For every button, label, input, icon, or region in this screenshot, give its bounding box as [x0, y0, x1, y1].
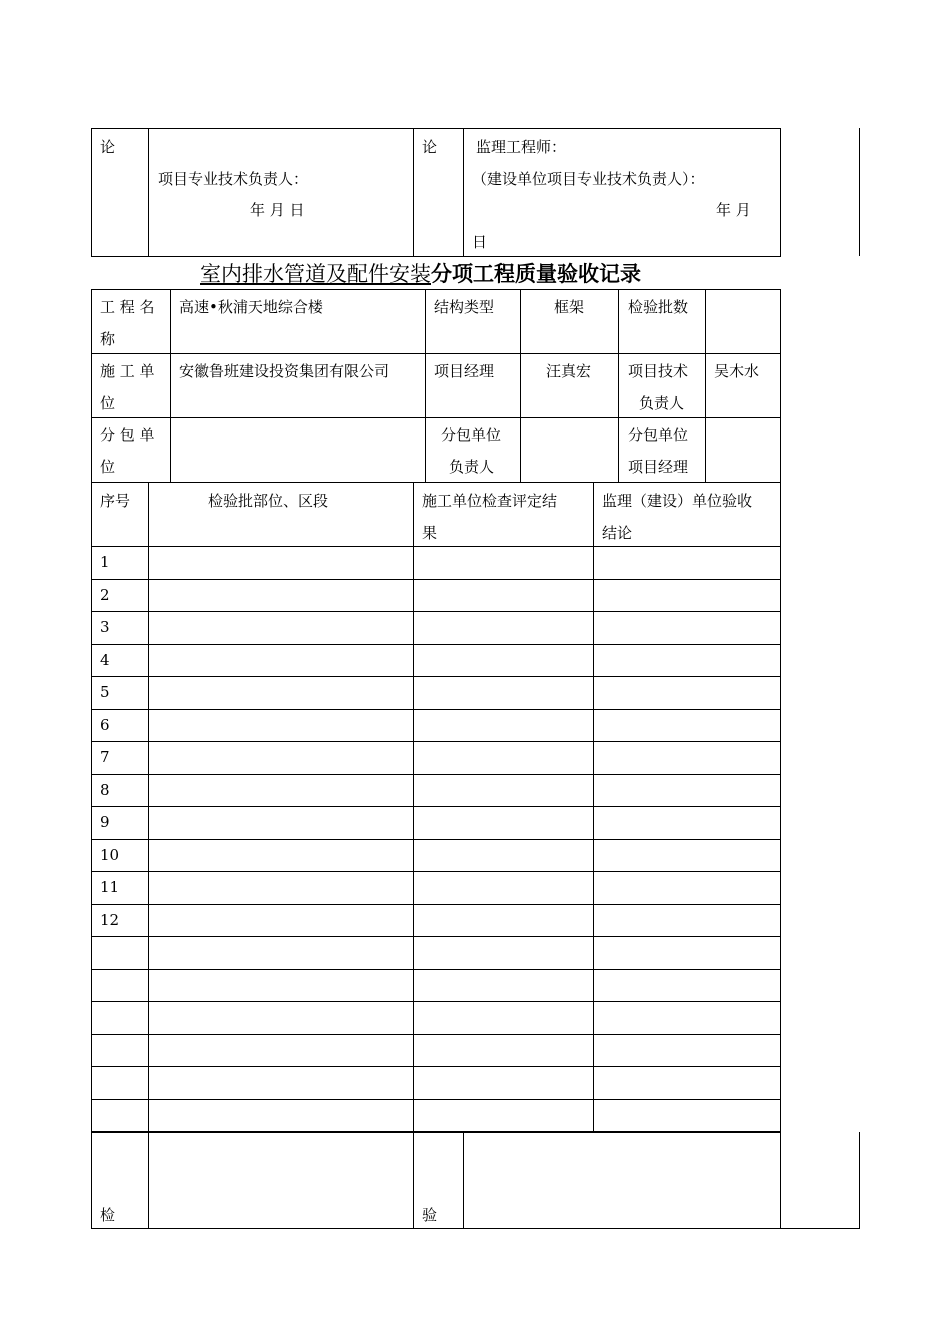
contractor-value: 安徽鲁班建设投资集团有限公司 — [179, 362, 390, 380]
row-serial-number: 7 — [100, 748, 110, 766]
row-serial-number: 1 — [100, 553, 110, 571]
row-serial-number: 8 — [100, 781, 110, 799]
tech-lead-value: 吴木水 — [714, 362, 760, 380]
structure-type-label: 结构类型 — [434, 298, 495, 316]
row-serial-number: 5 — [100, 683, 110, 701]
acceptance-conclusion-label: 验 — [422, 1206, 438, 1224]
title-main: 分项工程质量验收记录 — [431, 262, 641, 286]
right-conclusion-label: 论 — [422, 138, 438, 156]
tech-lead-label: 项目技术 — [628, 362, 689, 380]
project-manager-label: 项目经理 — [434, 362, 495, 380]
owner-signature-label: （建设单位项目专业技术负责人）： — [472, 170, 705, 188]
row-serial-number: 2 — [100, 586, 110, 604]
header-serial-no: 序号 — [100, 492, 131, 510]
supervisor-signature-label: 监理工程师： — [476, 138, 567, 156]
header-contractor-check-2: 果 — [422, 524, 438, 542]
left-conclusion-label: 论 — [100, 138, 116, 156]
inspection-conclusion-label: 检 — [100, 1206, 116, 1224]
project-name-label: 工 程 名 — [100, 298, 155, 316]
tech-lead-signature-label: 项目专业技术负责人： — [158, 170, 309, 188]
row-serial-number: 3 — [100, 618, 110, 636]
batch-count-label: 检验批数 — [628, 298, 689, 316]
header-supervisor-check-2: 结论 — [602, 524, 633, 542]
tech-lead-label-2: 负责人 — [639, 394, 685, 412]
contractor-label-2: 位 — [100, 394, 116, 412]
project-name-label-2: 称 — [100, 330, 116, 348]
row-serial-number: 11 — [100, 878, 120, 896]
project-manager-value: 汪真宏 — [546, 362, 592, 380]
subcontractor-label: 分 包 单 — [100, 426, 155, 444]
row-serial-number: 6 — [100, 716, 110, 734]
left-date-label: 年 月 日 — [250, 201, 305, 219]
sub-pm-label-2: 项目经理 — [628, 458, 689, 476]
header-location: 检验批部位、区段 — [208, 492, 329, 510]
project-name-value: 高速•秋浦天地综合楼 — [179, 298, 323, 316]
document-title — [200, 258, 641, 290]
subcontractor-label-2: 位 — [100, 458, 116, 476]
row-serial-number: 4 — [100, 651, 110, 669]
header-supervisor-check: 监理（建设）单位验收 — [602, 492, 753, 510]
row-serial-number: 10 — [100, 846, 120, 864]
row-serial-number: 9 — [100, 813, 110, 831]
sub-pm-label: 分包单位 — [628, 426, 689, 444]
right-date-year-month: 年 月 — [716, 201, 751, 219]
contractor-label: 施 工 单 — [100, 362, 155, 380]
structure-type-value: 框架 — [554, 298, 585, 316]
title-subitem-name: 室内排水管道及配件安装 — [200, 262, 431, 286]
right-date-day: 日 — [472, 233, 488, 251]
header-contractor-check: 施工单位检查评定结 — [422, 492, 558, 510]
row-serial-number: 12 — [100, 911, 120, 929]
sub-lead-label-2: 负责人 — [449, 458, 495, 476]
sub-lead-label: 分包单位 — [441, 426, 502, 444]
